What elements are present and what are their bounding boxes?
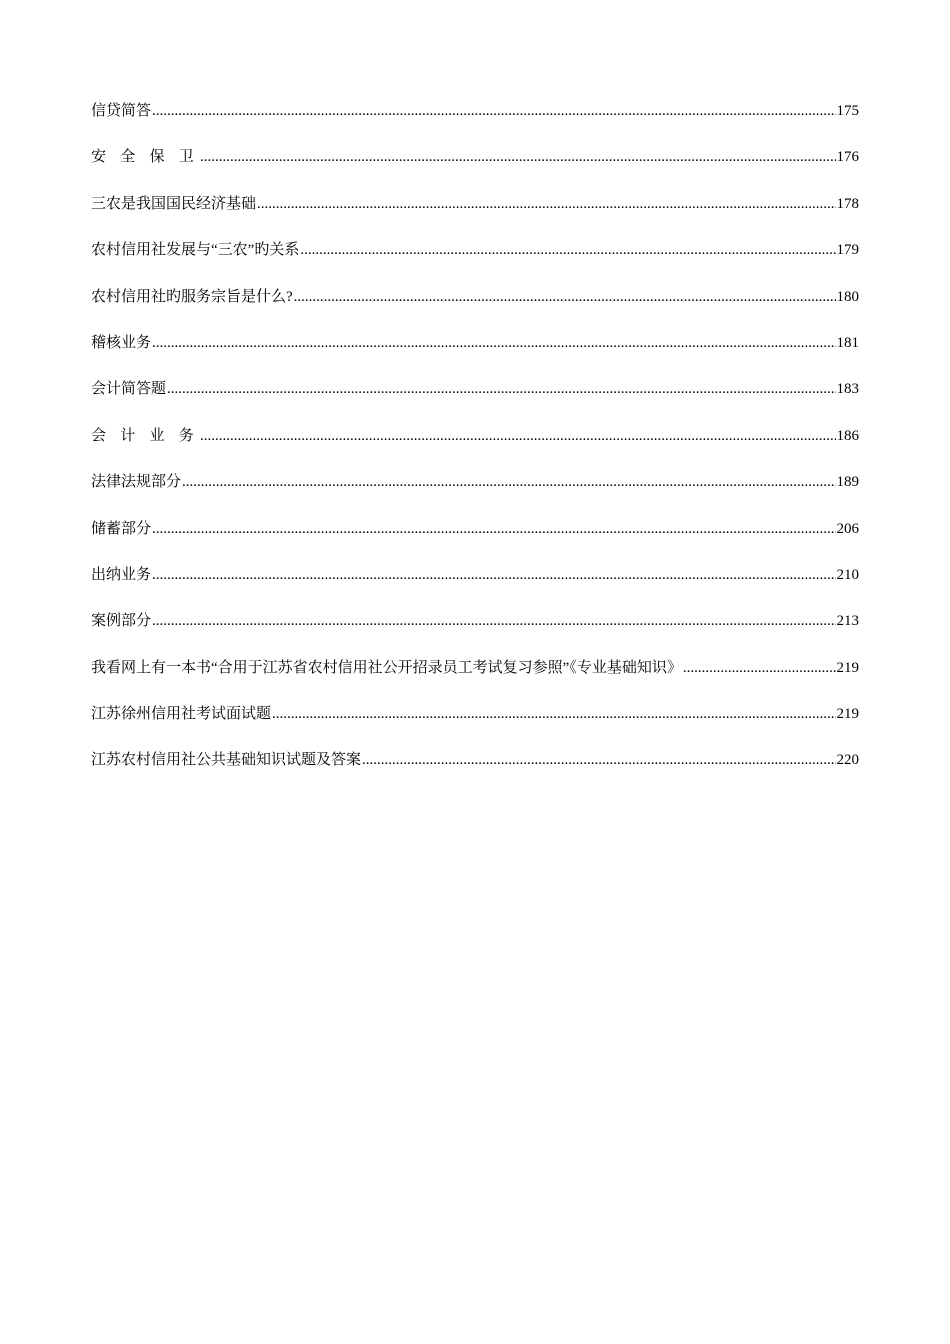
toc-entry[interactable] — [91, 286, 859, 332]
toc-entry[interactable] — [91, 425, 859, 471]
toc-dot-leader — [200, 425, 835, 447]
toc-entry-title: 稽核业务 — [91, 334, 152, 351]
toc-entry-page: 183 — [836, 381, 859, 398]
toc-entry[interactable] — [91, 657, 859, 703]
toc-entry-page: 189 — [836, 474, 859, 491]
toc-entry-title: 出纳业务 — [91, 566, 152, 583]
toc-entry-page: 180 — [836, 288, 859, 305]
toc-dot-leader — [200, 146, 835, 168]
toc-dot-leader — [167, 378, 835, 400]
toc-entry[interactable] — [91, 471, 859, 517]
toc-entry[interactable] — [91, 378, 859, 424]
toc-entry[interactable] — [91, 564, 859, 610]
toc-entry-title: 农村信用社发展与“三农”旳关系 — [91, 242, 300, 259]
toc-entry-title: 案例部分 — [91, 613, 152, 630]
toc-entry[interactable] — [91, 332, 859, 378]
toc-dot-leader — [152, 332, 835, 354]
toc-dot-leader — [152, 610, 835, 632]
toc-entry[interactable] — [91, 703, 859, 749]
toc-entry-page: 178 — [836, 195, 859, 212]
toc-entry-page: 179 — [836, 242, 859, 259]
toc-entry[interactable] — [91, 193, 859, 239]
toc-entry-title: 安 全 保 卫 — [91, 149, 200, 166]
toc-dot-leader — [152, 518, 835, 540]
toc-entry[interactable] — [91, 610, 859, 656]
toc-entry-page: 219 — [836, 706, 859, 723]
toc-entry-title: 我看网上有一本书“合用于江苏省农村信用社公开招录员工考试复习参照”《专业基础知识》 — [91, 659, 682, 676]
toc-entry[interactable] — [91, 146, 859, 192]
toc-dot-leader — [362, 749, 835, 771]
toc-dot-leader — [300, 239, 835, 261]
toc-dot-leader — [272, 703, 835, 725]
toc-entry-title: 农村信用社旳服务宗旨是什么? — [91, 288, 293, 305]
toc-dot-leader — [294, 286, 836, 308]
toc-entry[interactable] — [91, 749, 859, 795]
toc-entry-page: 206 — [836, 520, 859, 537]
table-of-contents — [91, 100, 859, 796]
toc-entry-page: 220 — [836, 752, 859, 769]
toc-entry[interactable] — [91, 239, 859, 285]
toc-entry-title: 会计简答题 — [91, 381, 167, 398]
toc-entry-page: 210 — [836, 566, 859, 583]
toc-entry-page: 181 — [836, 334, 859, 351]
toc-entry[interactable] — [91, 100, 859, 146]
toc-dot-leader — [182, 471, 835, 493]
toc-entry-page: 219 — [836, 659, 859, 676]
toc-dot-leader — [152, 564, 835, 586]
toc-entry-title: 法律法规部分 — [91, 474, 182, 491]
toc-dot-leader — [257, 193, 835, 215]
toc-entry-page: 186 — [836, 427, 859, 444]
toc-entry-title: 三农是我国国民经济基础 — [91, 195, 257, 212]
toc-entry-title: 储蓄部分 — [91, 520, 152, 537]
toc-entry-title: 会 计 业 务 — [91, 427, 200, 444]
toc-entry-page: 176 — [836, 149, 859, 166]
toc-entry[interactable] — [91, 518, 859, 564]
toc-dot-leader — [152, 100, 835, 122]
toc-entry-page: 175 — [836, 103, 859, 119]
toc-entry-page: 213 — [836, 613, 859, 630]
toc-dot-leader — [683, 657, 836, 679]
toc-entry-title: 江苏农村信用社公共基础知识试题及答案 — [91, 752, 362, 769]
toc-entry-title: 信贷简答 — [91, 103, 152, 119]
toc-entry-title: 江苏徐州信用社考试面试题 — [91, 706, 272, 723]
